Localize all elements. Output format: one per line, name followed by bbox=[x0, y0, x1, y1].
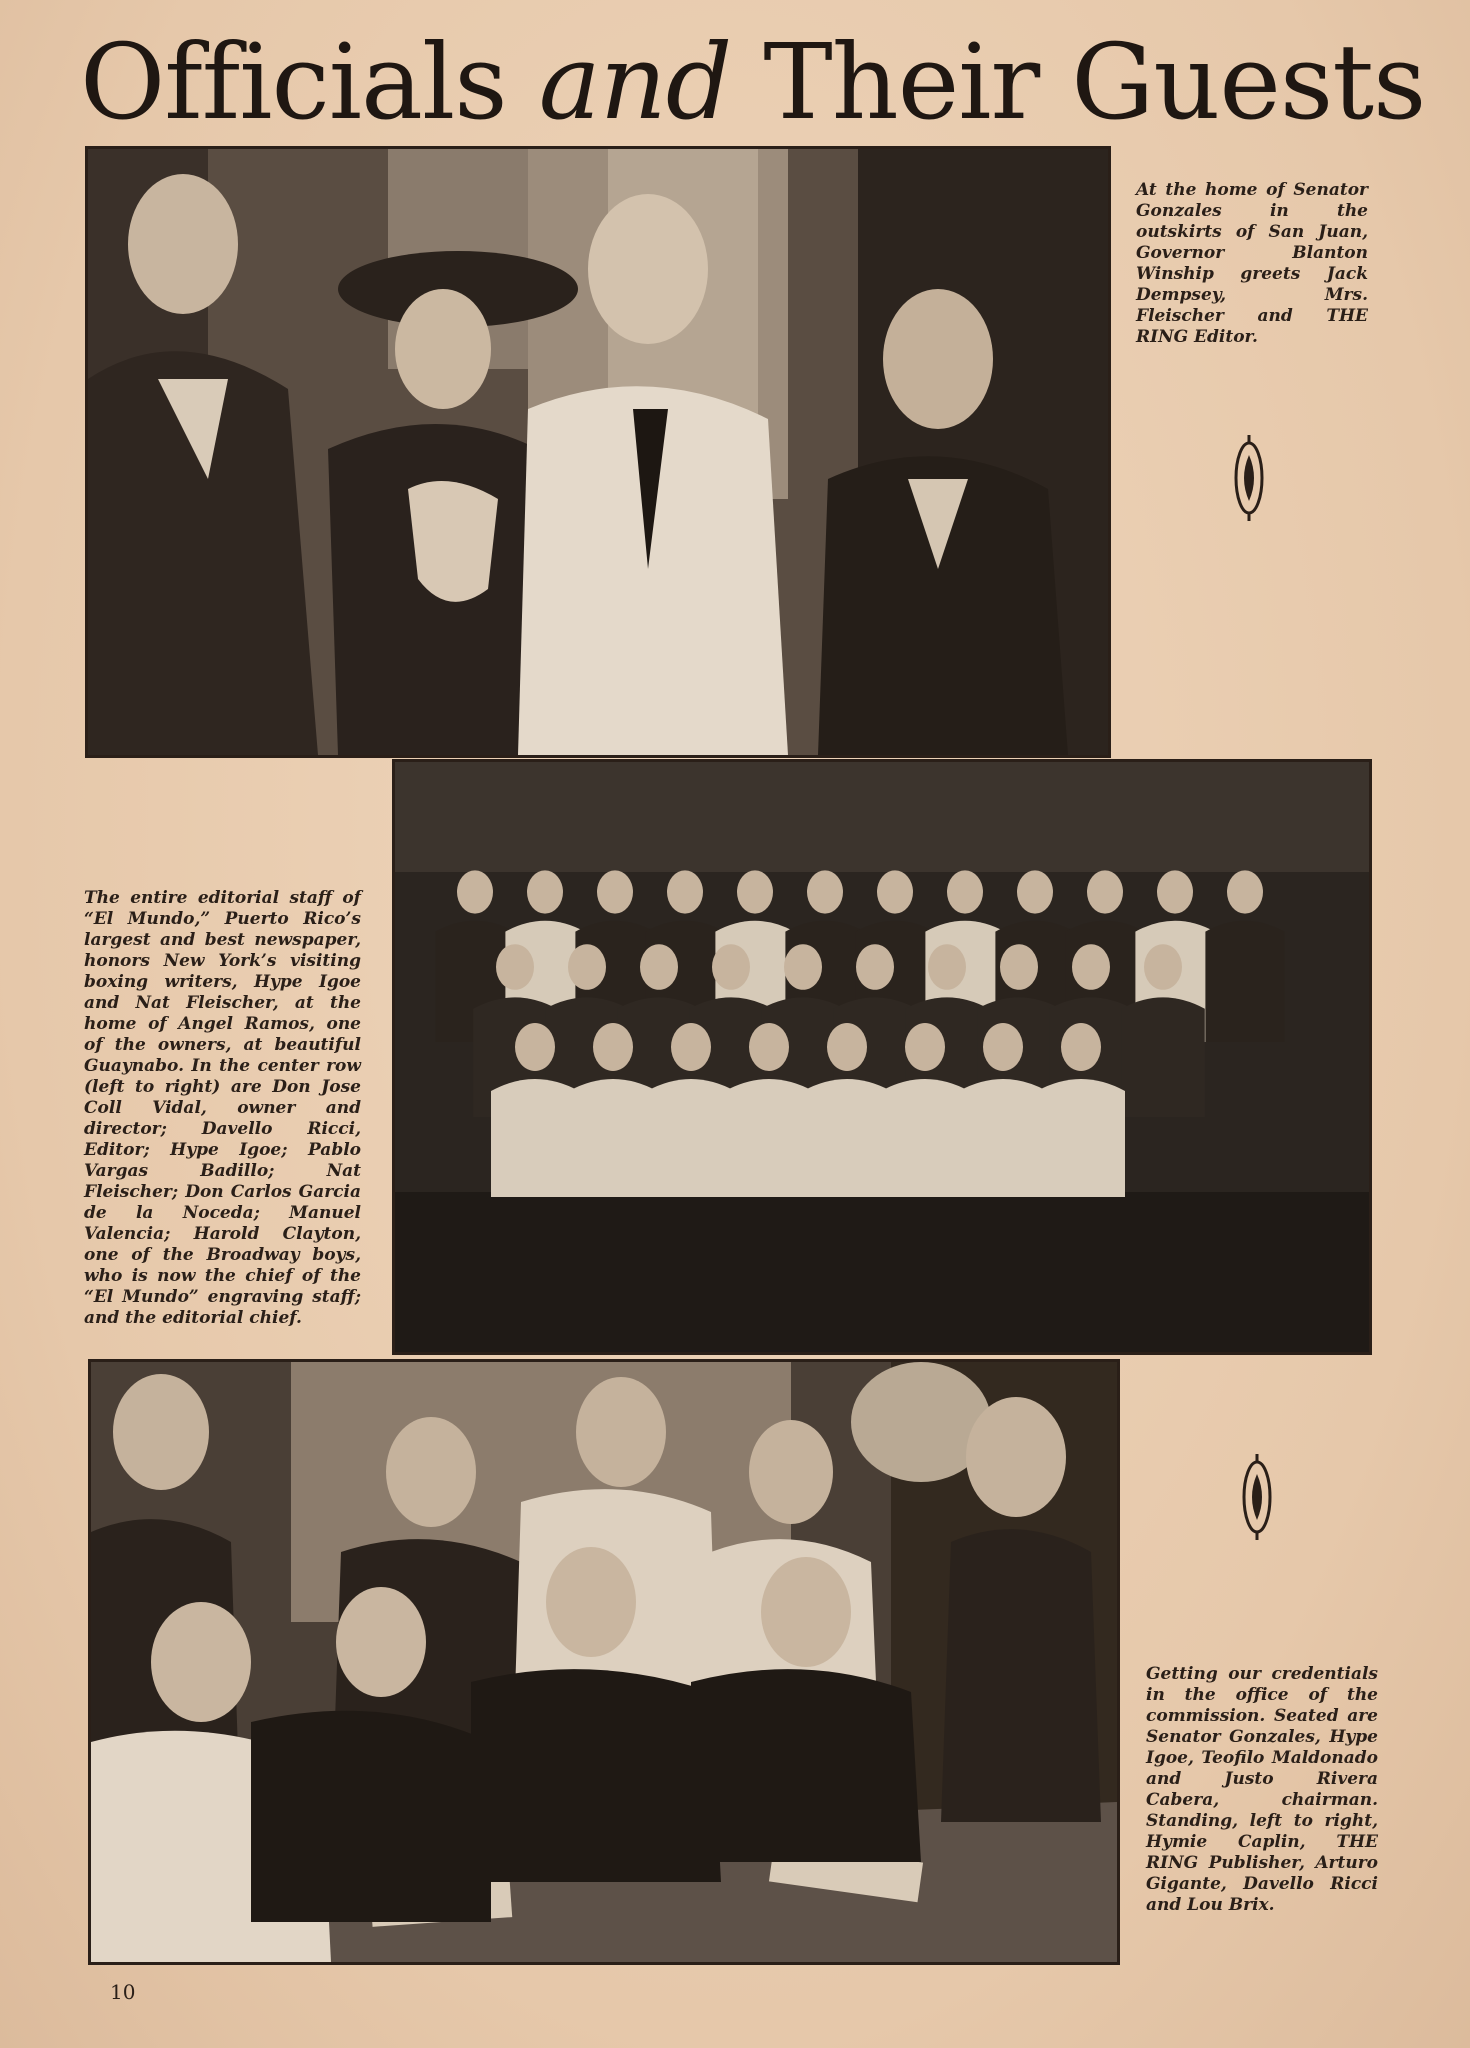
caption-el-mundo-staff-text: The entire editorial staff of “El Mundo,” Puerto Rico’s largest and best newspaper, honors New York’s visiting boxing writers, Hype Igoe and Nat Fleischer, at the home of Angel Ramos, one of the owners, at beautiful Guaynabo. In the center row (left to right) are Don Jose Coll Vidal, owner and director; Davello Ricci, Editor; Hype Igoe; Pablo Vargas Badillo; Nat Fleischer; Don Carlos Garcia de la Noceda; Manuel Valencia; Harold Clayton, one of the Broadway boys, who is now the chief of the “El Mundo” engraving staff; and the editorial chief. bbox=[84, 888, 361, 1328]
person-head bbox=[1087, 870, 1123, 913]
photo-el-mundo-staff-image bbox=[395, 762, 1369, 1352]
person-head bbox=[749, 1023, 789, 1071]
person-body bbox=[959, 1079, 1047, 1197]
photo-governor-greeting bbox=[85, 146, 1111, 758]
person-body bbox=[725, 1079, 813, 1197]
person-head bbox=[1227, 870, 1263, 913]
person-head bbox=[983, 1023, 1023, 1071]
person-head bbox=[1017, 870, 1053, 913]
person-head bbox=[905, 1023, 945, 1071]
person-head bbox=[712, 944, 750, 990]
person-head bbox=[856, 944, 894, 990]
person-head bbox=[667, 870, 703, 913]
person-head bbox=[1157, 870, 1193, 913]
person-head bbox=[1061, 1023, 1101, 1071]
photo-commission-office bbox=[88, 1359, 1120, 1965]
person-head bbox=[597, 870, 633, 913]
person-head bbox=[737, 870, 773, 913]
caption-commission-office: Getting our credentials in the office of the commission. Seated are Senator Gonzales, Hype Igoe, Teofilo Maldonado and Justo Rivera Cabera, chairman. Standing, left to right, Hymie Caplin, THE RING Publisher, Arturo Gigante, Davello Ricci and Lou Brix. bbox=[1146, 1664, 1378, 1915]
page-headline bbox=[80, 21, 1426, 143]
photo-el-mundo-staff bbox=[392, 759, 1372, 1355]
person-head bbox=[947, 870, 983, 913]
person-body bbox=[1121, 997, 1205, 1117]
headline-part1: Officials bbox=[80, 21, 539, 143]
person-body bbox=[491, 1079, 579, 1197]
person-head bbox=[671, 1023, 711, 1071]
headline-part2: and bbox=[538, 21, 732, 143]
person-head bbox=[640, 944, 678, 990]
person-body bbox=[803, 1079, 891, 1197]
person-head bbox=[496, 944, 534, 990]
person-head bbox=[877, 870, 913, 913]
person-body bbox=[881, 1079, 969, 1197]
person-head bbox=[568, 944, 606, 990]
caption-governor-greeting: At the home of Senator Gonzales in the outskirts of San Juan, Governor Blanton Winship greets Jack Dempsey, Mrs. Fleischer and THE RING Editor. bbox=[1136, 180, 1368, 347]
person-body bbox=[647, 1079, 735, 1197]
person-body bbox=[1205, 921, 1284, 1042]
page-number: 10 bbox=[110, 1980, 136, 2004]
photo-commission-office-image bbox=[91, 1362, 1117, 1962]
person-head bbox=[1144, 944, 1182, 990]
person-head bbox=[784, 944, 822, 990]
person-head bbox=[1000, 944, 1038, 990]
person-head bbox=[527, 870, 563, 913]
person-head bbox=[593, 1023, 633, 1071]
person-head bbox=[1072, 944, 1110, 990]
photo-governor-greeting-image bbox=[88, 149, 1108, 755]
headline-part3: Their Guests bbox=[731, 21, 1426, 143]
person-head bbox=[928, 944, 966, 990]
caption-el-mundo-staff bbox=[84, 888, 361, 1329]
person-head bbox=[807, 870, 843, 913]
decorative-ornament-icon bbox=[1233, 433, 1265, 523]
person-head bbox=[827, 1023, 867, 1071]
person-head bbox=[515, 1023, 555, 1071]
person-head bbox=[457, 870, 493, 913]
person-body bbox=[1037, 1079, 1125, 1197]
decorative-ornament-icon bbox=[1241, 1452, 1273, 1542]
person-body bbox=[569, 1079, 657, 1197]
